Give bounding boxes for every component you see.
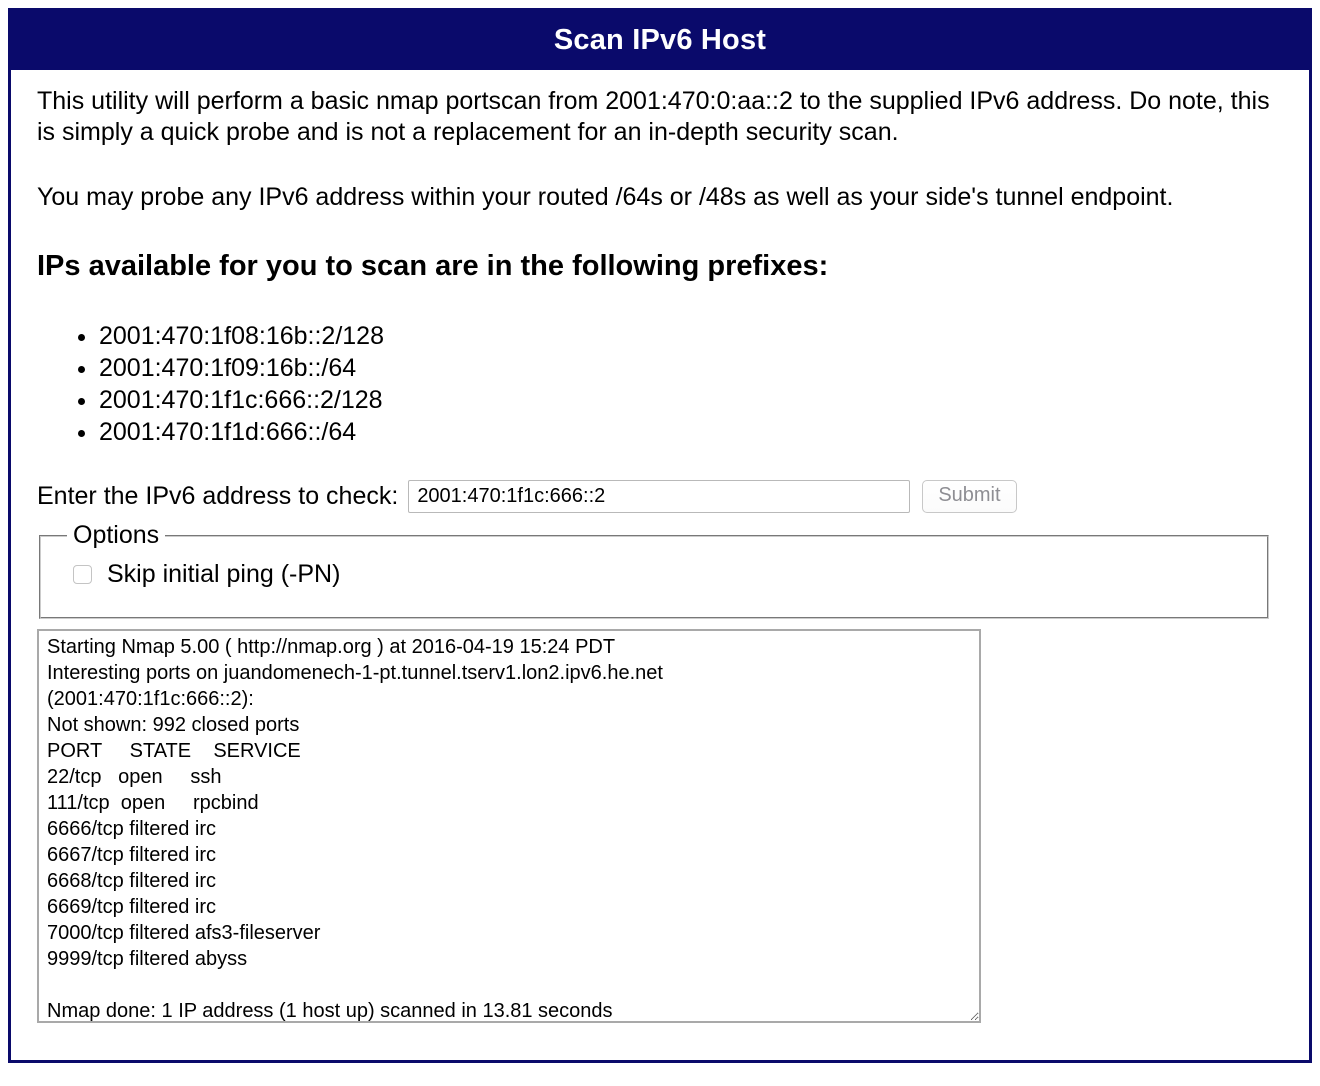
- skip-ping-option[interactable]: [73, 560, 1255, 589]
- skip-ping-checkbox[interactable]: [73, 565, 92, 584]
- intro-paragraph-1: This utility will perform a basic nmap portscan from 2001:470:0:aa::2 to the supplied IPv6 address. Do note, this is simply a quick probe and is not a replacement for an in-depth security scan.: [37, 87, 1270, 146]
- ipv6-address-label: Enter the IPv6 address to check:: [37, 482, 399, 510]
- options-fieldset: [39, 521, 1269, 619]
- options-legend: Options: [73, 521, 160, 549]
- prefixes-heading: IPs available for you to scan are in the following prefixes:: [37, 250, 829, 282]
- skip-ping-label: Skip initial ping (-PN): [107, 560, 341, 588]
- intro-paragraph-2: You may probe any IPv6 address within your routed /64s or /48s as well as your side's tunnel endpoint.: [37, 183, 1174, 211]
- submit-button[interactable]: Submit: [922, 480, 1016, 513]
- address-form-row: [37, 480, 1285, 513]
- prefix-item: • 2001:470:1f08:16b::2/128: [99, 320, 1285, 352]
- scan-output-textarea[interactable]: [37, 629, 981, 1023]
- prefix-item: • 2001:470:1f1d:666::/64: [99, 416, 1285, 448]
- page-content: [11, 70, 1309, 1041]
- prefix-list: [37, 320, 1285, 448]
- ipv6-address-input[interactable]: [408, 480, 910, 513]
- prefix-item: • 2001:470:1f1c:666::2/128: [99, 384, 1285, 416]
- scan-ipv6-page: [8, 8, 1312, 1063]
- page-title: Scan IPv6 Host: [11, 11, 1309, 70]
- prefix-item: • 2001:470:1f09:16b::/64: [99, 352, 1285, 384]
